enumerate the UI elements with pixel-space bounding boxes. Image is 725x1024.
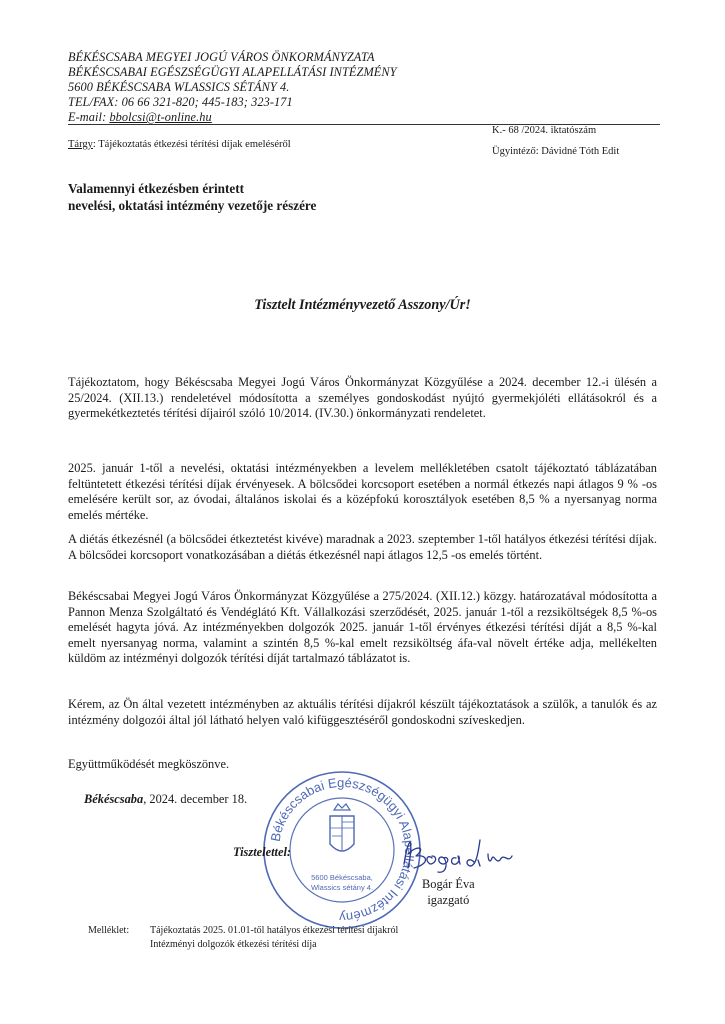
stamp-inner-line2: Wlassics sétány 4. — [310, 883, 374, 892]
letterhead-org-line2: BÉKÉSCSABAI EGÉSZSÉGÜGYI ALAPELLÁTÁSI INTÉZMÉNY — [68, 65, 397, 79]
letterhead-telfax: TEL/FAX: 06 66 321-820; 445-183; 323-171 — [68, 95, 293, 109]
date-place: Békéscsaba — [84, 792, 144, 806]
subject-line — [68, 139, 291, 150]
signatory-title: igazgató — [427, 893, 470, 907]
signatory-name: Bogár Éva — [422, 877, 475, 891]
paragraph-5: Kérem, az Ön által vezetett intézményben az aktuális térítési díjakról készült tájékoztatások a szülők, a tanulók és az intézmény dolgozói által jól látható helyen való kifüggesztéséről gondoskodni szíveskedjen. — [68, 697, 657, 727]
paragraph-4: Békéscsabai Megyei Jogú Város Önkormányzat Közgyűlése a 275/2024. (XII.12.) közgy. határozatával módosította a Pannon Menza Szolgáltató és Vendéglátó Kft. Vállalkozási szerződését, 2025. január 1-től a rezsiköltségek 8,5 %-os emelését hagyta jóvá. Az intézményekben dolgozók 2025. január 1-től érvényes étkezési térítési díját a 8,5 %-kal emelt nyersanyag norma, valamint a szintén 8,5 %-kal emelt rezsiköltség áfa-val növelt értéke adja, mellékelten küldöm az intézményi dolgozók térítési díját tartalmazó táblázatot is. — [68, 589, 657, 665]
signature-closing: Tisztelettel: — [233, 845, 292, 859]
paragraph-2: 2025. január 1-től a nevelési, oktatási intézményekben a levelem mellékletében csatolt tájékoztató táblázatában feltüntetett étkezési térítési díjak érvényesek. A bölcsődei korcsoport esetében a normál étkezés napi átlagos 9 % -os emelésére került sor, az óvodai, általános iskolai és a középfokú korosztályok esetében 8,5 % a nyersanyag norma emelés mértéke. — [68, 461, 657, 522]
attachment-item-2: Intézményi dolgozók étkezési térítési díja — [150, 939, 317, 950]
stamp-inner-line1: 5600 Békéscsaba, — [311, 873, 373, 882]
letterhead-address: 5600 BÉKÉSCSABA WLASSICS SÉTÁNY 4. — [68, 80, 290, 94]
date-line — [84, 792, 247, 807]
paragraph-1: Tájékoztatom, hogy Békéscsaba Megyei Jogú Város Önkormányzat Közgyűlése a 2024. december 12.-i ülésén a 25/2024. (XII.13.) rendeletével módosította a személyes gondoskodást nyújtó gyermekjóléti ellátásokról és a gyermekétkeztetés térítési díjairól szóló 10/2014. (IV.30.) önkormányzati rendeletet. — [68, 375, 657, 420]
letterhead-org-line1: BÉKÉSCSABA MEGYEI JOGÚ VÁROS ÖNKORMÁNYZATA — [68, 50, 375, 64]
recipient-line1: Valamennyi étkezésben érintett — [68, 181, 245, 196]
coat-of-arms-icon — [330, 804, 354, 851]
letterhead-email-line — [68, 110, 212, 125]
stamp-ring-text: Békéscsabai Egészségügyi Alapellátási Intézmény — [267, 774, 418, 926]
subject-text: : Tájékoztatás étkezési térítési díjak emeléséről — [92, 139, 291, 150]
paragraph-3: A diétás étkezésnél (a bölcsődei étkeztetést kivéve) maradnak a 2023. szeptember 1-től hatályos étkezési térítési díjak. A bölcsődei korcsoport vonatkozásában a diétás étkezésnél napi átlagos 12,5 -os emelés történt. — [68, 532, 657, 562]
subject-label: Tárgy — [68, 139, 93, 150]
date-text: , 2024. december 18. — [143, 792, 248, 806]
signatory-block — [422, 876, 475, 908]
paragraph-6: Együttműködését megköszönve. — [68, 757, 230, 771]
attachments-label: Melléklet: — [88, 925, 130, 936]
attachment-item-1: Tájékoztatás 2025. 01.01-től hatályos étkezési térítési díjakról — [150, 925, 399, 936]
handwritten-signature — [398, 834, 516, 876]
reference-number: K.- 68 /2024. iktatószám — [492, 125, 597, 136]
email-link[interactable]: bbolcsi@t-online.hu — [109, 110, 212, 124]
email-label: E-mail: — [68, 110, 110, 124]
salutation: Tisztelt Intézményvezető Asszony/Úr! — [254, 297, 471, 313]
recipient-line2: nevelési, oktatási intézmény vezetője részére — [68, 198, 317, 213]
handler-line: Ügyintéző: Dávidné Tóth Edit — [492, 146, 620, 157]
